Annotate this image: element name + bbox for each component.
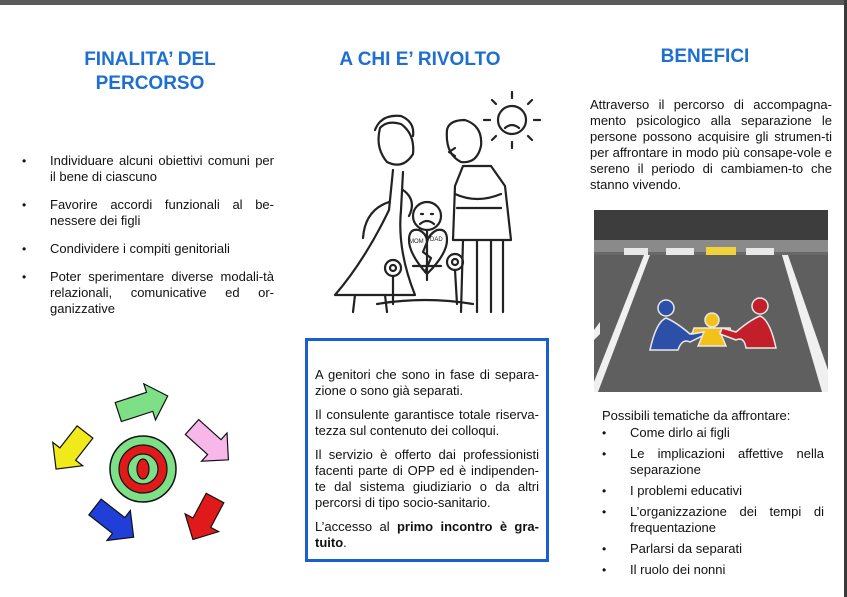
left-title-line1: FINALITA’ DEL [84, 49, 216, 70]
right-column-title: BENEFICI [660, 46, 750, 67]
parking-family-photo [594, 210, 828, 392]
goals-list-item: • Poter sperimentare diverse modali-tà relazionali, comunicative ed or-ganizzative [22, 269, 274, 317]
goals-list-item: • Individuare alcuni obiettivi comuni per il bene di ciascuno [22, 153, 274, 185]
topics-list [602, 425, 824, 583]
topics-list-item: • Parlarsi da separati [602, 541, 824, 557]
benefits-intro-text: Attraverso il percorso di accompagna-mento psicologico alla separazione le persone possono acquisire gli strumen-ti per affrontare in modo più consape-vole e sereno il periodo di cambiamen-to che stanno vivendo. [590, 97, 832, 192]
target-audience-box [305, 338, 549, 562]
topics-list-item: • Come dirlo ai figli [602, 425, 824, 441]
heart-label-dad: DAD [430, 237, 443, 243]
goals-list-item: • Favorire accordi funzionali al be-nessere dei figli [22, 197, 274, 229]
family-illustration [305, 90, 545, 320]
topics-heading: Possibili tematiche da affrontare: [602, 408, 791, 423]
middle-column-title: A CHI E’ RIVOLTO [339, 49, 501, 70]
access-suffix: . [343, 535, 347, 550]
left-column-title [60, 48, 240, 96]
target-arrows-illustration [45, 380, 235, 550]
box-paragraph: Il consulente garantisce totale riserva-tezza sul contenuto dei colloqui. [315, 407, 539, 438]
left-title-line2: PERCORSO [95, 73, 205, 94]
topics-list-item: • Il ruolo dei nonni [602, 562, 824, 578]
access-text: L’accesso al [315, 519, 397, 534]
topics-list-item: • L’organizzazione dei tempi di frequentazione [602, 504, 824, 536]
box-paragraph: Il servizio è offerto dai professionisti facenti parte di OPP ed è indipenden-te dal sistema giudiziario o da altri percorsi di tipo socio-sanitario. [315, 447, 539, 510]
box-paragraph-access [315, 519, 539, 551]
box-paragraph: A genitori che sono in fase di separa-zione o sono già separati. [315, 367, 539, 398]
goals-list-item: • Condividere i compiti genitoriali [22, 241, 274, 257]
page-top-edge [0, 0, 847, 5]
goals-list [22, 153, 274, 329]
topics-list-item: • Le implicazioni affettive nella separazione [602, 446, 824, 478]
heart-label-mom: MOM [409, 239, 424, 245]
topics-list-item: • I problemi educativi [602, 483, 824, 499]
free-first-meeting-text: primo incontro è gra-tuito [315, 519, 539, 550]
